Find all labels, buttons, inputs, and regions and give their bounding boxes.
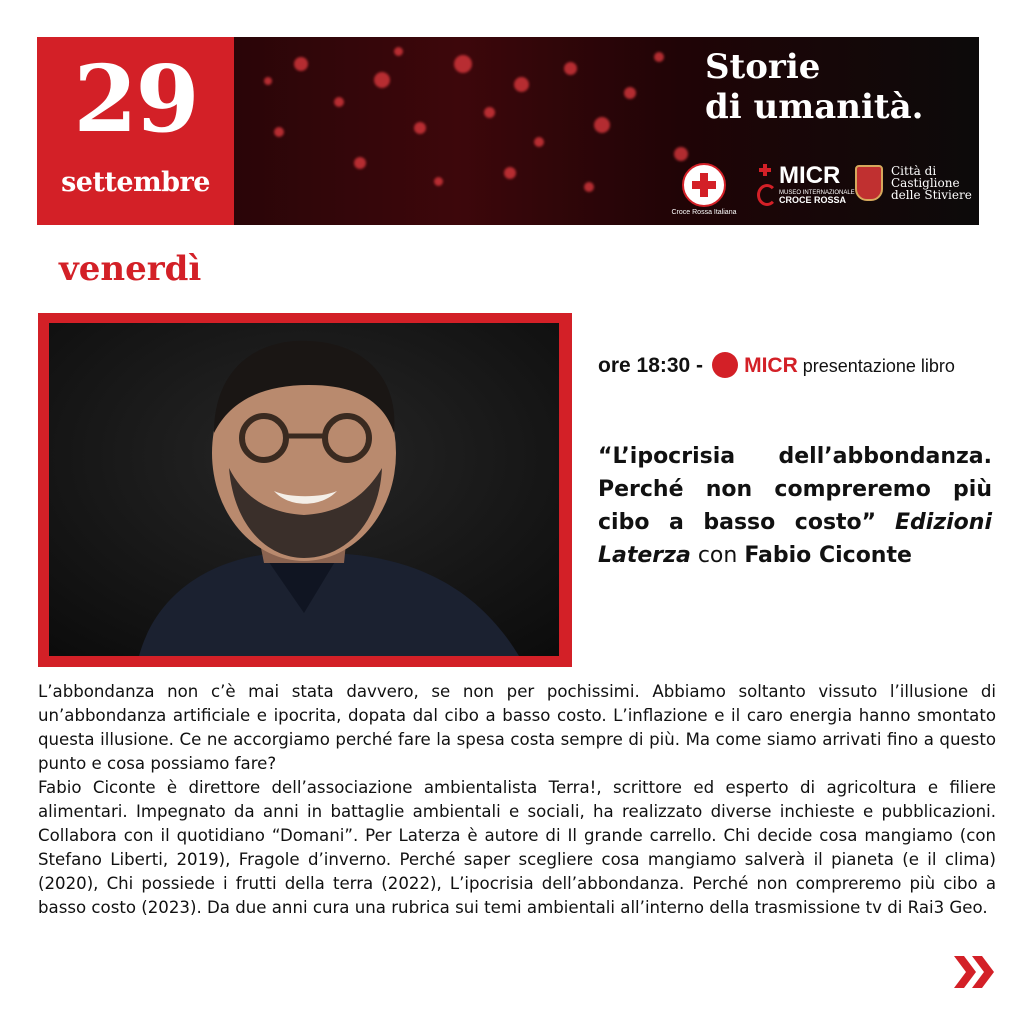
description-paragraph-2: Fabio Ciconte è direttore dell’associazione ambientalista Terra!, scrittore ed esperto di agricoltura e filiere alimentari. Impegnato da anni in battaglie ambientali e sociali, ha realizzato diverse inchieste e pubblicazioni. Collabora con il quotidiano “Domani”. Per Laterza è autore di Il grande carrello. Chi decide cosa mangiamo (con Stefano Liberti, 2019), Fragole d’inverno. Perché saper scegliere cosa mangiamo salverà il pianeta (e il clima) (2020), Chi possiede i frutti della terra (2022), L’ipocrisia dell’abbondanza. Perché non compreremo più cibo a basso costo (2023). Da due anni cura una rubrica sui temi ambientali all’interno della trasmissione tv di Rai3 Geo. bbox=[38, 778, 996, 917]
micr-logo bbox=[755, 164, 855, 205]
book-title: “L’ipocrisia dell’abbondanza. Perché non compreremo più cibo a basso costo” bbox=[598, 444, 992, 535]
micr-logo-name: MICR bbox=[779, 162, 841, 189]
date-month: settembre bbox=[61, 167, 210, 198]
micr-logo-sub1: MUSEO INTERNAZIONALE bbox=[779, 190, 855, 196]
micr-cross-crescent-icon bbox=[755, 168, 775, 202]
citta-line2: Castiglione bbox=[891, 176, 960, 190]
event-details bbox=[598, 352, 998, 379]
description-paragraph-1: L’abbondanza non c’è mai stata davvero, se non per pochissimi. Abbiamo soltanto vissuto l’illusione di un’abbondanza artificiale e ipocrita, dopata dal cibo a basso costo. L’inflazione e il caro energia hanno smontato questa illusione. Ce ne accorgiamo perché fare la spesa costa sempre di più. Ma come siamo arrivati fino a questo punto e cosa possiamo fare? bbox=[38, 682, 996, 773]
city-crest-icon bbox=[855, 165, 883, 201]
weekday: venerdì bbox=[59, 249, 202, 289]
citta-line1: Città di bbox=[891, 164, 937, 178]
date-box bbox=[37, 37, 234, 225]
speaker-photo bbox=[49, 323, 559, 656]
event-time: ore 18:30 - bbox=[598, 354, 704, 377]
banner-title-line2: di umanità. bbox=[705, 87, 924, 127]
cri-logo bbox=[669, 163, 739, 216]
cri-name: Croce Rossa Italiana bbox=[671, 209, 737, 216]
double-chevron-right-icon[interactable] bbox=[952, 952, 996, 992]
date-day: 29 bbox=[73, 45, 198, 153]
micr-logo-sub2: CROCE ROSSA bbox=[779, 195, 847, 205]
header-banner bbox=[37, 37, 979, 225]
banner-title-line1: Storie bbox=[705, 47, 821, 87]
description bbox=[38, 680, 996, 920]
book-publisher: Edizioni Laterza bbox=[598, 510, 992, 568]
citta-line3: delle Stiviere bbox=[891, 188, 972, 202]
citta-logo bbox=[855, 165, 972, 201]
red-dot-icon bbox=[712, 352, 738, 378]
red-cross-icon bbox=[682, 163, 726, 207]
event-type: presentazione libro bbox=[802, 356, 955, 376]
book-author: Fabio Ciconte bbox=[744, 543, 912, 568]
banner-title bbox=[705, 47, 955, 127]
book-with: con bbox=[697, 543, 738, 568]
event-venue: MICR bbox=[744, 354, 798, 377]
book-info bbox=[598, 440, 992, 572]
speaker-photo-frame bbox=[38, 313, 572, 667]
